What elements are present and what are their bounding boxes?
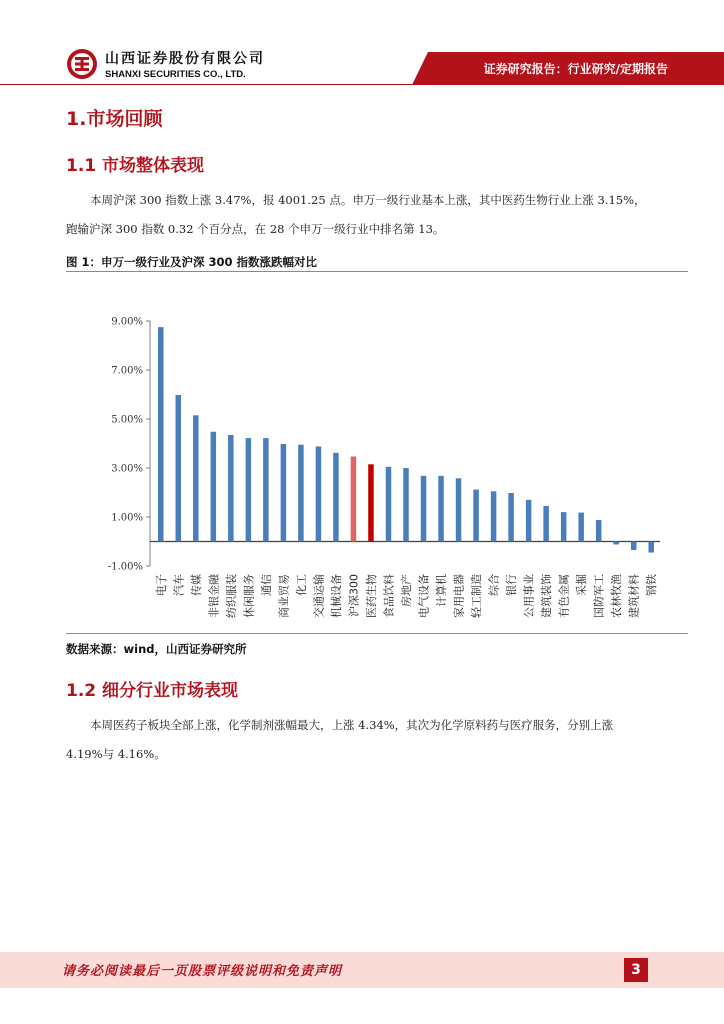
x-tick-label: 有色金属 xyxy=(557,574,571,618)
company-name-cn: 山西证券股份有限公司 xyxy=(105,51,265,67)
bar-食品饮料 xyxy=(386,467,392,542)
y-tick-label: 5.00% xyxy=(111,414,143,426)
bar-计算机 xyxy=(438,476,444,542)
company-name-en: SHANXI SECURITIES CO., LTD. xyxy=(105,69,246,80)
bar-化工 xyxy=(298,445,304,542)
x-tick-label: 农林牧渔 xyxy=(610,574,624,618)
x-tick-label: 建筑装饰 xyxy=(540,574,554,618)
x-tick-label: 轻工制造 xyxy=(470,574,484,618)
x-tick-label: 通信 xyxy=(259,574,273,596)
x-tick-label: 计算机 xyxy=(435,574,449,607)
x-tick-label: 采掘 xyxy=(575,574,589,596)
x-tick-label: 建筑材料 xyxy=(627,574,641,618)
bar-电子 xyxy=(158,327,164,541)
x-tick-label: 机械设备 xyxy=(329,574,343,618)
paragraph-line: 跑输沪深 300 指数 0.32 个百分点，在 28 个申万一级行业中排名第 13。 xyxy=(66,222,445,236)
y-tick-label: 3.00% xyxy=(111,463,143,475)
bar-商业贸易 xyxy=(281,444,287,542)
x-tick-label: 化工 xyxy=(294,574,308,596)
footer-disclaimer: 请务必阅读最后一页股票评级说明和免责声明 xyxy=(62,964,343,979)
company-logo-icon xyxy=(66,48,98,80)
x-tick-label: 钢铁 xyxy=(645,574,659,596)
bar-非银金融 xyxy=(211,432,217,542)
figure-caption: 图 1：申万一级行业及沪深 300 指数涨跌幅对比 xyxy=(66,255,318,269)
x-tick-label: 医药生物 xyxy=(364,574,378,618)
x-tick-label: 传媒 xyxy=(189,574,203,596)
x-tick-label: 非银金融 xyxy=(207,574,221,618)
bar-机械设备 xyxy=(333,453,339,542)
report-type-label: 证券研究报告：行业研究/定期报告 xyxy=(483,62,668,76)
x-tick-label: 纺织服装 xyxy=(224,574,238,618)
industry-return-bar-chart xyxy=(66,274,688,630)
bar-电气设备 xyxy=(421,476,427,542)
x-tick-label: 银行 xyxy=(505,574,519,596)
subsection-title-1-1: 1.1 市场整体表现 xyxy=(66,156,205,176)
header-divider xyxy=(0,84,724,85)
x-tick-label: 公用事业 xyxy=(522,574,536,618)
bar-医药生物 xyxy=(368,464,374,541)
figure-top-rule xyxy=(66,271,688,272)
bar-有色金属 xyxy=(561,512,567,541)
bar-休闲服务 xyxy=(246,438,252,541)
bar-纺织服装 xyxy=(228,435,234,542)
bar-综合 xyxy=(491,491,497,541)
subsection-title-1-2: 1.2 细分行业市场表现 xyxy=(66,681,239,701)
bar-家用电器 xyxy=(456,478,462,541)
bar-钢铁 xyxy=(648,542,654,553)
bar-轻工制造 xyxy=(473,490,479,542)
paragraph-line: 本周医药子板块全部上涨，化学制剂涨幅最大，上涨 4.34%，其次为化学原料药与医疗服务，分别上涨 xyxy=(90,718,614,732)
x-tick-label: 家用电器 xyxy=(452,574,466,618)
bar-银行 xyxy=(508,493,513,542)
x-tick-label: 综合 xyxy=(487,574,501,596)
x-tick-label: 交通运输 xyxy=(312,574,326,618)
page-number: 3 xyxy=(624,958,648,982)
y-tick-label: 1.00% xyxy=(111,512,143,524)
bar-国防军工 xyxy=(596,520,602,542)
x-tick-label: 汽车 xyxy=(172,574,186,596)
company-logo xyxy=(66,48,265,80)
section-title: 1.市场回顾 xyxy=(66,108,163,130)
figure-bottom-rule xyxy=(66,633,688,634)
bar-沪深300 xyxy=(351,456,357,541)
x-tick-label: 沪深300 xyxy=(347,574,361,617)
bar-农林牧渔 xyxy=(613,542,619,545)
bar-传媒 xyxy=(193,415,199,541)
y-tick-label: -1.00% xyxy=(107,561,143,573)
paragraph-line: 本周沪深 300 指数上涨 3.47%，报 4001.25 点。申万一级行业基本上涨，其中医药生物行业上涨 3.15%， xyxy=(90,193,646,207)
y-tick-label: 7.00% xyxy=(111,365,143,377)
bar-交通运输 xyxy=(316,446,322,541)
bar-公用事业 xyxy=(526,500,532,542)
figure-source: 数据来源：wind，山西证券研究所 xyxy=(66,642,247,656)
x-tick-label: 国防军工 xyxy=(592,574,606,618)
bar-建筑材料 xyxy=(631,542,637,551)
y-tick-label: 9.00% xyxy=(111,316,143,328)
x-tick-label: 电气设备 xyxy=(417,574,431,618)
bar-通信 xyxy=(263,438,269,541)
x-tick-label: 食品饮料 xyxy=(382,574,396,618)
bar-建筑装饰 xyxy=(543,506,549,542)
bar-房地产 xyxy=(403,468,409,542)
x-tick-label: 房地产 xyxy=(400,574,413,607)
x-tick-label: 休闲服务 xyxy=(242,574,256,618)
x-tick-label: 商业贸易 xyxy=(277,574,291,618)
bar-汽车 xyxy=(176,395,182,542)
bar-采掘 xyxy=(578,513,584,542)
x-tick-label: 电子 xyxy=(154,574,168,596)
paragraph-line: 4.19%与 4.16%。 xyxy=(66,747,166,761)
